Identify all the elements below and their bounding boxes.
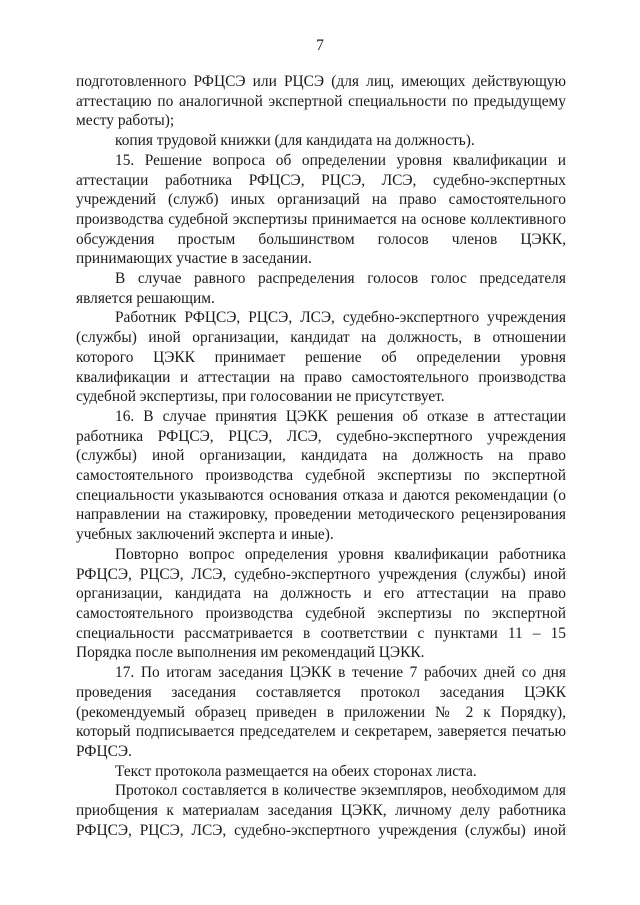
paragraph-protocol-copies: Протокол составляется в количестве экземпляров, необходимом для приобщения к материалам заседания ЦЭКК, личному делу работника РФЦСЭ, РЦСЭ, ЛСЭ, судебно-экспертного учреждения (службы) иной bbox=[76, 782, 566, 839]
paragraph-protocol-text: Текст протокола размещается на обеих сторонах листа. bbox=[115, 762, 477, 780]
paragraph-work-record-copy: копия трудовой книжки (для кандидата на должность). bbox=[115, 132, 475, 150]
paragraph-clause-15: 15. Решение вопроса об определении уровня квалификации и аттестации работника РФЦСЭ, РЦСЭ, ЛСЭ, судебно-экспертных учреждений (служб) иных организаций на право самостоятельного производства судебной экспертизы принимается на основе коллективного обсуждения простым большинством голосов членов ЦЭКК, принимающих участие в заседании. bbox=[76, 151, 566, 268]
document-body bbox=[76, 72, 566, 840]
page-number: 7 bbox=[316, 37, 324, 54]
paragraph-candidate-absence: Работник РФЦСЭ, РЦСЭ, ЛСЭ, судебно-экспертного учреждения (службы) иной организации, кандидат на должность, в отношении которого ЦЭКК принимает решение об определении уровня квалификации и аттестации на право самостоятельного производства судебной экспертизы, при голосовании не присутствует. bbox=[76, 309, 566, 406]
paragraph-continuation: подготовленного РФЦСЭ или РЦСЭ (для лиц, имеющих действующую аттестацию по аналогичной экспертной специальности по предыдущему месту работы); bbox=[76, 73, 566, 130]
paragraph-tie-vote: В случае равного распределения голосов голос председателя является решающим. bbox=[76, 270, 566, 307]
paragraph-clause-16: 16. В случае принятия ЦЭКК решения об отказе в аттестации работника РФЦСЭ, РЦСЭ, ЛСЭ, судебно-экспертного учреждения (службы) иной организации, кандидата на должность на право самостоятельного производства судебной экспертизы по экспертной специальности указываются основания отказа и даются рекомендации (о направлении на стажировку, проведении методического рецензирования учебных заключений эксперта и иные). bbox=[76, 407, 566, 544]
paragraph-repeat-review: Повторно вопрос определения уровня квалификации работника РФЦСЭ, РЦСЭ, ЛСЭ, судебно-экспертного учреждения (службы) иной организации, кандидата на должность и его аттестации на право самостоятельного производства судебной экспертизы по экспертной специальности рассматривается в соответствии с пунктами 11 – 15 Порядка после выполнения им рекомендаций ЦЭКК. bbox=[76, 545, 566, 662]
paragraph-clause-17: 17. По итогам заседания ЦЭКК в течение 7 рабочих дней со дня проведения заседания составляется протокол заседания ЦЭКК (рекомендуемый образец приведен в приложении № 2 к Порядку), который подписывается председателем и секретарем, заверяется печатью РФЦСЭ. bbox=[76, 664, 566, 760]
